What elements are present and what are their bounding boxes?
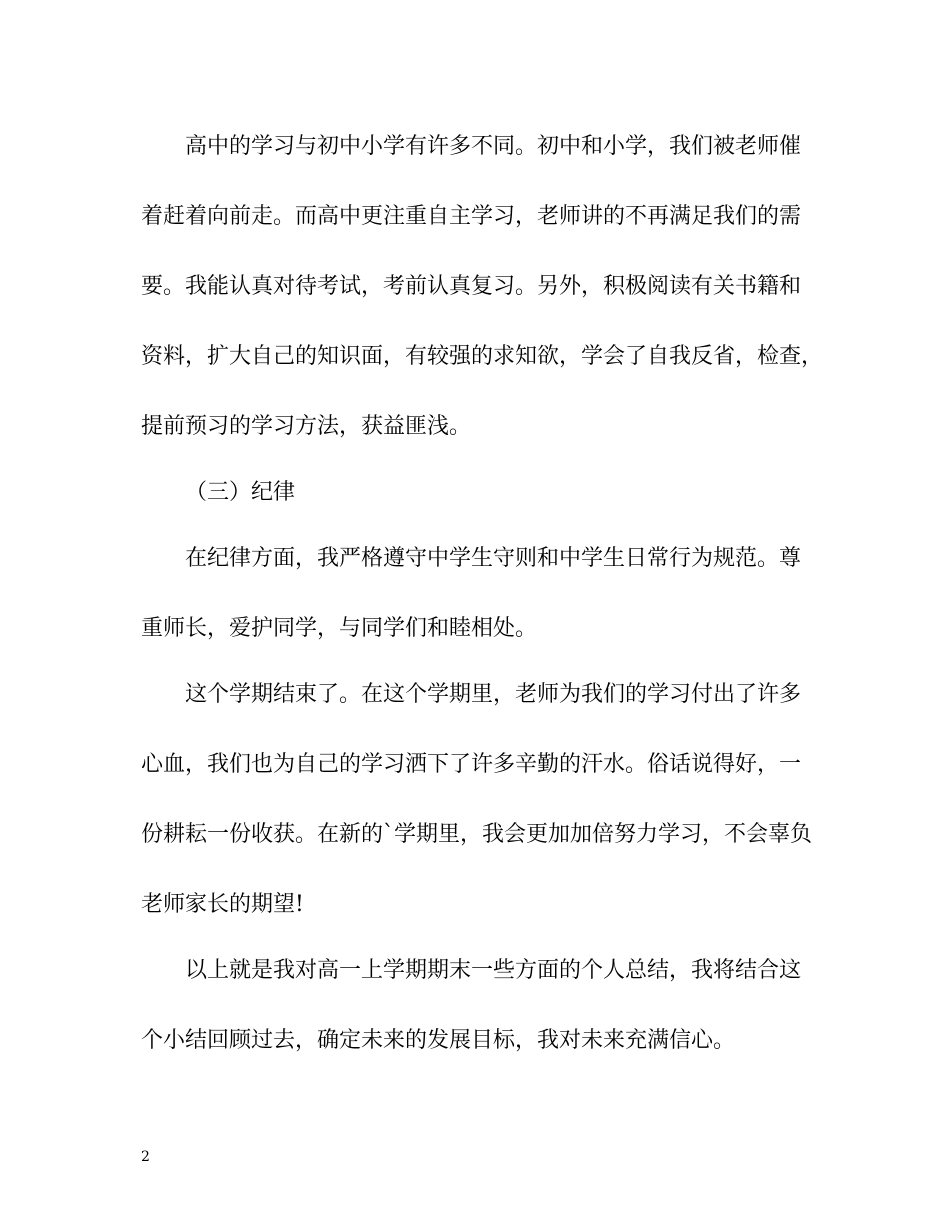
page-number: 2 bbox=[141, 1149, 150, 1165]
paragraph-line: 要。我能认真对待考试，考前认真复习。另外，积极阅读有关书籍和 bbox=[141, 274, 802, 299]
paragraph-line: 以上就是我对高一上学期期末一些方面的个人总结，我将结合这 bbox=[185, 958, 802, 983]
paragraph-line: 资料，扩大自己的知识面，有较强的求知欲，学会了自我反省，检查， bbox=[141, 344, 824, 369]
paragraph-line: 着赶着向前走。而高中更注重自主学习，老师讲的不再满足我们的需 bbox=[141, 204, 802, 229]
section-heading: （三）纪律 bbox=[185, 480, 296, 505]
paragraph-line: 份耕耘一份收获。在新的`学期里，我会更加加倍努力学习，不会辜负 bbox=[141, 822, 813, 847]
paragraph-line: 这个学期结束了。在这个学期里，老师为我们的学习付出了许多 bbox=[185, 682, 802, 707]
paragraph-line: 在纪律方面，我严格遵守中学生守则和中学生日常行为规范。尊 bbox=[185, 546, 802, 571]
paragraph-line: 个小结回顾过去，确定未来的发展目标，我对未来充满信心。 bbox=[141, 1028, 736, 1053]
paragraph-line: 重师长，爱护同学，与同学们和睦相处。 bbox=[141, 616, 538, 641]
paragraph-line: 提前预习的学习方法，获益匪浅。 bbox=[141, 414, 472, 439]
paragraph-line: 老师家长的期望! bbox=[141, 892, 304, 917]
paragraph-line: 高中的学习与初中小学有许多不同。初中和小学，我们被老师催 bbox=[185, 134, 802, 159]
paragraph-line: 心血，我们也为自己的学习洒下了许多辛勤的汗水。俗话说得好，一 bbox=[141, 752, 802, 777]
